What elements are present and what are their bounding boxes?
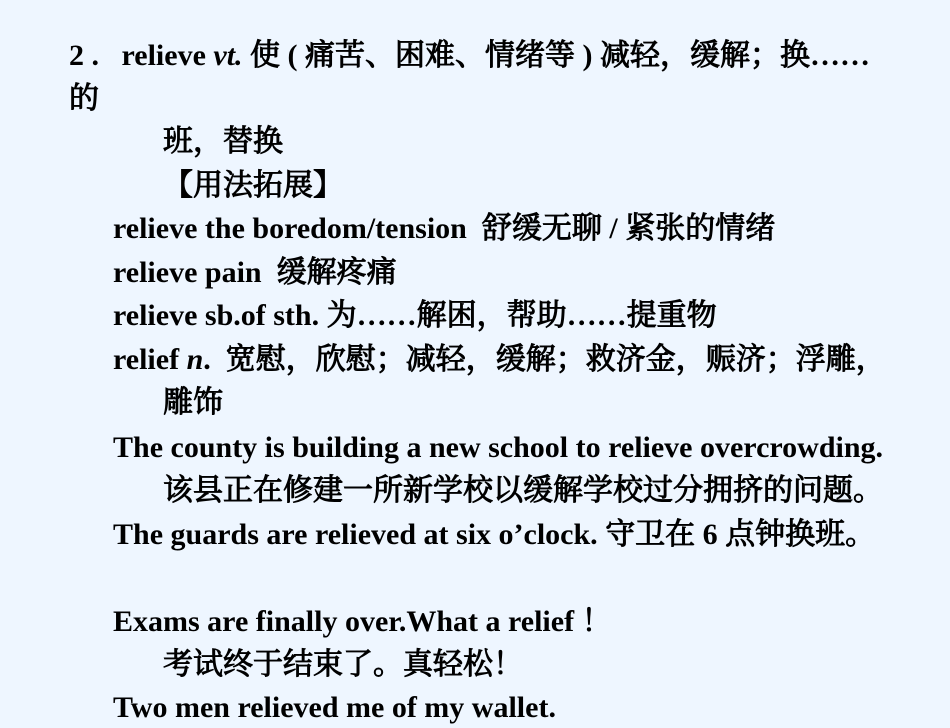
example-zh: 该县正在修建一所新学校以缓解学校过分拥挤的问题。 [163,474,883,507]
derived-pos: n [186,343,204,376]
derived-definition: 宽慰，欣慰；减轻，缓解；救济金，赈济；浮雕， [225,343,886,376]
example-en: Exams are finally over.What a relief ！ [113,605,612,638]
entry-number: 2 . [69,39,99,72]
entry-definition-wrap-2: 班，替换 [163,125,283,158]
phrase-zh: 缓解疼痛 [276,256,397,289]
entry-definition: 使 ( 痛苦、困难、情绪等 ) 减轻，缓解；换…… [250,39,871,72]
example-en: The county is building a new school to relieve overcrowding. [113,431,884,464]
example-zh: 守卫在 6 点钟换班。 [605,518,876,551]
derived-definition-wrap: 雕饰 [163,386,223,419]
phrase-zh: 为……解困，帮助……提重物 [326,299,717,332]
example-en: Two men relieved me of my wallet. [113,691,556,724]
entry-pos: vt. [213,39,243,72]
phrase-en: relieve pain [113,256,262,289]
derived-pos-dot: . [203,343,211,376]
example-zh: 考试终于结束了。真轻松！ [163,648,523,681]
entry-definition-wrap-1: 的 [69,82,99,115]
entry-headline [69,36,870,76]
phrase-line [113,209,775,249]
derived-word: relief [113,343,180,376]
example-line [113,515,875,555]
phrase-zh: 舒缓无聊 / 紧张的情绪 [481,212,776,245]
entry-word: relieve [121,39,206,72]
phrase-en: relieve the boredom/tension [113,212,467,245]
example-en: The guards are relieved at six o’clock. [113,518,598,551]
phrase-line [113,253,397,293]
phrase-line [113,296,717,336]
phrase-en: relieve sb.of sth. [113,299,320,332]
derived-line [113,340,886,380]
usage-heading: 【用法拓展】 [163,169,343,202]
